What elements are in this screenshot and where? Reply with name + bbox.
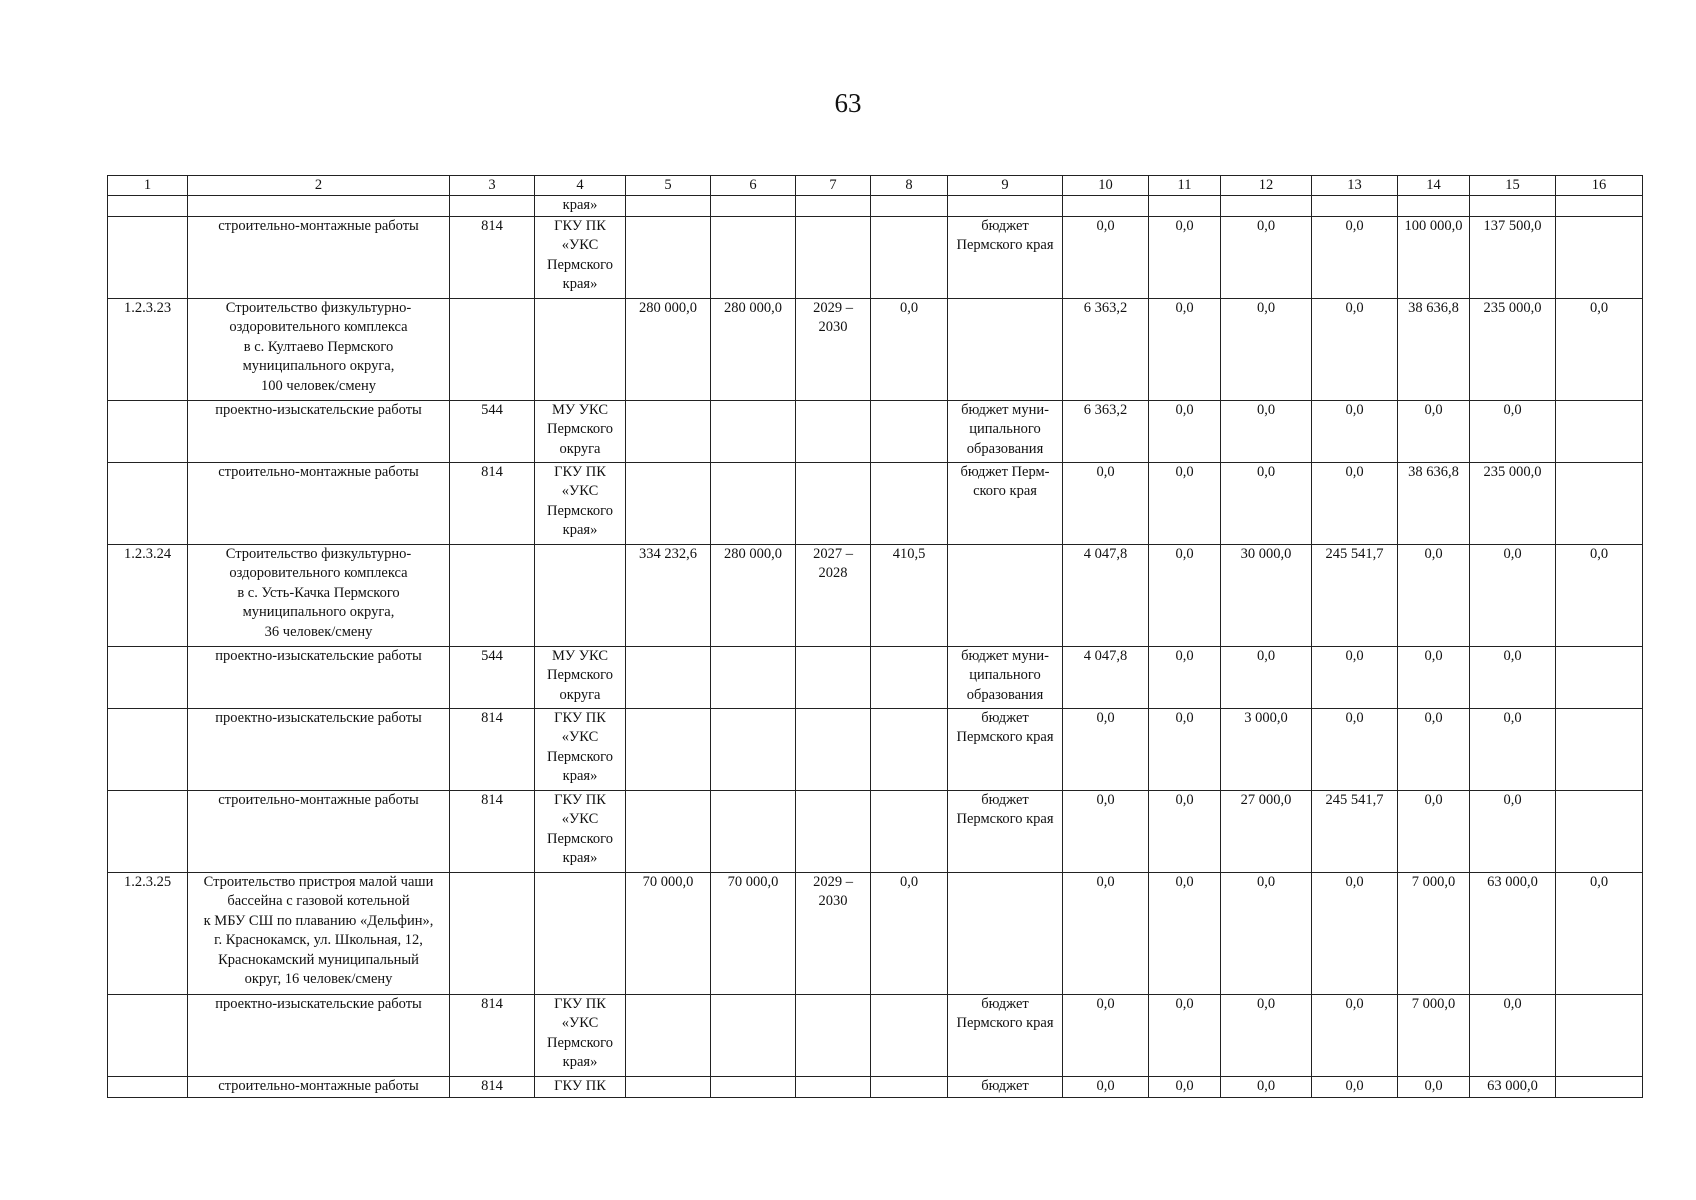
cell-executor: края»	[535, 196, 626, 217]
budget-table	[107, 175, 1643, 1098]
cell-cost-limit	[711, 400, 796, 462]
cell-cost-total	[626, 462, 711, 544]
cell-y15: 0,0	[1470, 646, 1556, 708]
cell-code: 814	[450, 462, 535, 544]
cell-name: Строительство пристроя малой чаши бассейна с газовой котельной к МБУ СШ по плаванию «Дельфин», г. Краснокамск, ул. Школьная, 12, Краснокамский муниципальный округ, 16 человек/смену	[188, 872, 450, 994]
cell-y11: 0,0	[1149, 872, 1221, 994]
cell-y14: 7 000,0	[1398, 994, 1470, 1076]
cell-y15: 137 500,0	[1470, 216, 1556, 298]
cell-y14: 100 000,0	[1398, 216, 1470, 298]
cell-name: строительно-монтажные работы	[188, 1076, 450, 1097]
cell-executor: МУ УКС Пермского округа	[535, 646, 626, 708]
cell-number: 1.2.3.24	[108, 544, 188, 646]
cell-y13: 0,0	[1312, 708, 1398, 790]
cell-y13: 0,0	[1312, 646, 1398, 708]
header-cell: 5	[626, 176, 711, 196]
cell-y14: 38 636,8	[1398, 462, 1470, 544]
cell-y10	[1063, 196, 1149, 217]
cell-period	[796, 994, 871, 1076]
header-cell: 15	[1470, 176, 1556, 196]
header-cell: 10	[1063, 176, 1149, 196]
cell-executor	[535, 544, 626, 646]
cell-code: 814	[450, 790, 535, 872]
cell-cost-total	[626, 790, 711, 872]
cell-y16	[1556, 994, 1643, 1076]
cell-code	[450, 298, 535, 400]
cell-y10: 6 363,2	[1063, 400, 1149, 462]
table-row	[108, 872, 1643, 994]
cell-name: проектно-изыскательские работы	[188, 646, 450, 708]
cell-y15	[1470, 196, 1556, 217]
cell-code: 544	[450, 646, 535, 708]
cell-y12: 0,0	[1221, 872, 1312, 994]
cell-period	[796, 462, 871, 544]
cell-period	[796, 646, 871, 708]
cell-y16	[1556, 196, 1643, 217]
cell-cost-prior	[871, 196, 948, 217]
cell-y13: 0,0	[1312, 298, 1398, 400]
cell-y12: 0,0	[1221, 462, 1312, 544]
cell-code	[450, 872, 535, 994]
cell-period	[796, 196, 871, 217]
cell-y11: 0,0	[1149, 216, 1221, 298]
cell-y10: 4 047,8	[1063, 544, 1149, 646]
cell-source: бюджет Пермского края	[948, 790, 1063, 872]
cell-y14: 0,0	[1398, 790, 1470, 872]
cell-y13	[1312, 196, 1398, 217]
cell-period	[796, 708, 871, 790]
header-row	[108, 176, 1643, 196]
cell-number	[108, 646, 188, 708]
header-cell: 7	[796, 176, 871, 196]
header-cell: 6	[711, 176, 796, 196]
cell-name: проектно-изыскательские работы	[188, 994, 450, 1076]
cell-source	[948, 872, 1063, 994]
cell-y16: 0,0	[1556, 872, 1643, 994]
cell-y10: 4 047,8	[1063, 646, 1149, 708]
cell-y15: 0,0	[1470, 790, 1556, 872]
cell-y10: 0,0	[1063, 216, 1149, 298]
cell-number	[108, 196, 188, 217]
cell-y11: 0,0	[1149, 462, 1221, 544]
cell-y11: 0,0	[1149, 646, 1221, 708]
cell-y12: 0,0	[1221, 1076, 1312, 1097]
cell-cost-limit	[711, 216, 796, 298]
header-cell: 1	[108, 176, 188, 196]
cell-cost-total	[626, 196, 711, 217]
cell-source: бюджет муни- ципального образования	[948, 400, 1063, 462]
cell-y16	[1556, 1076, 1643, 1097]
cell-y13: 0,0	[1312, 462, 1398, 544]
table-row	[108, 544, 1643, 646]
cell-source	[948, 544, 1063, 646]
cell-y10: 0,0	[1063, 790, 1149, 872]
header-cell: 11	[1149, 176, 1221, 196]
cell-code	[450, 196, 535, 217]
cell-y12: 30 000,0	[1221, 544, 1312, 646]
cell-executor: ГКУ ПК	[535, 1076, 626, 1097]
cell-y10: 0,0	[1063, 994, 1149, 1076]
cell-name: строительно-монтажные работы	[188, 216, 450, 298]
table-row	[108, 196, 1643, 217]
cell-period	[796, 1076, 871, 1097]
cell-cost-prior: 0,0	[871, 872, 948, 994]
cell-y14: 0,0	[1398, 708, 1470, 790]
table-row	[108, 298, 1643, 400]
cell-number	[108, 790, 188, 872]
cell-y16	[1556, 708, 1643, 790]
cell-y13: 0,0	[1312, 872, 1398, 994]
cell-cost-prior: 410,5	[871, 544, 948, 646]
cell-cost-prior	[871, 790, 948, 872]
cell-y11: 0,0	[1149, 400, 1221, 462]
cell-cost-prior	[871, 1076, 948, 1097]
cell-period	[796, 216, 871, 298]
cell-code: 814	[450, 1076, 535, 1097]
cell-y10: 0,0	[1063, 708, 1149, 790]
cell-name: строительно-монтажные работы	[188, 790, 450, 872]
cell-y14	[1398, 196, 1470, 217]
header-cell: 8	[871, 176, 948, 196]
cell-period: 2029 – 2030	[796, 872, 871, 994]
cell-y16	[1556, 646, 1643, 708]
cell-number	[108, 216, 188, 298]
cell-executor: ГКУ ПК «УКС Пермского края»	[535, 994, 626, 1076]
cell-source: бюджет Пермского края	[948, 994, 1063, 1076]
cell-y15: 235 000,0	[1470, 298, 1556, 400]
cell-y10: 0,0	[1063, 872, 1149, 994]
header-cell: 14	[1398, 176, 1470, 196]
cell-executor: ГКУ ПК «УКС Пермского края»	[535, 462, 626, 544]
cell-cost-limit	[711, 708, 796, 790]
cell-y14: 0,0	[1398, 646, 1470, 708]
header-cell: 3	[450, 176, 535, 196]
cell-y16	[1556, 216, 1643, 298]
cell-y12: 0,0	[1221, 994, 1312, 1076]
cell-number: 1.2.3.25	[108, 872, 188, 994]
cell-cost-total: 334 232,6	[626, 544, 711, 646]
cell-y15: 0,0	[1470, 708, 1556, 790]
cell-executor: ГКУ ПК «УКС Пермского края»	[535, 708, 626, 790]
table-row	[108, 462, 1643, 544]
cell-y10: 6 363,2	[1063, 298, 1149, 400]
cell-code: 814	[450, 708, 535, 790]
cell-code: 814	[450, 994, 535, 1076]
cell-cost-limit	[711, 646, 796, 708]
cell-cost-total	[626, 400, 711, 462]
cell-source: бюджет Пермского края	[948, 216, 1063, 298]
cell-number	[108, 994, 188, 1076]
cell-source	[948, 298, 1063, 400]
cell-cost-limit	[711, 462, 796, 544]
cell-y10: 0,0	[1063, 462, 1149, 544]
cell-number	[108, 708, 188, 790]
cell-y12: 27 000,0	[1221, 790, 1312, 872]
cell-y16	[1556, 790, 1643, 872]
cell-source: бюджет	[948, 1076, 1063, 1097]
table-row	[108, 400, 1643, 462]
cell-source: бюджет Перм- ского края	[948, 462, 1063, 544]
cell-executor: ГКУ ПК «УКС Пермского края»	[535, 216, 626, 298]
cell-name: проектно-изыскательские работы	[188, 708, 450, 790]
cell-y11: 0,0	[1149, 544, 1221, 646]
cell-y15: 0,0	[1470, 400, 1556, 462]
table-row	[108, 994, 1643, 1076]
cell-y13: 0,0	[1312, 1076, 1398, 1097]
cell-y12: 0,0	[1221, 400, 1312, 462]
header-cell: 16	[1556, 176, 1643, 196]
cell-cost-prior	[871, 646, 948, 708]
page-number: 63	[834, 88, 862, 118]
cell-period	[796, 400, 871, 462]
cell-cost-total	[626, 216, 711, 298]
cell-number: 1.2.3.23	[108, 298, 188, 400]
cell-name: проектно-изыскательские работы	[188, 400, 450, 462]
cell-name	[188, 196, 450, 217]
cell-number	[108, 1076, 188, 1097]
cell-y11: 0,0	[1149, 708, 1221, 790]
header-cell: 13	[1312, 176, 1398, 196]
cell-y11: 0,0	[1149, 298, 1221, 400]
cell-y12: 0,0	[1221, 298, 1312, 400]
cell-cost-prior: 0,0	[871, 298, 948, 400]
cell-cost-prior	[871, 400, 948, 462]
cell-y11: 0,0	[1149, 1076, 1221, 1097]
cell-name: Строительство физкультурно- оздоровительного комплекса в с. Култаево Пермского муниципального округа, 100 человек/смену	[188, 298, 450, 400]
cell-period	[796, 790, 871, 872]
cell-source: бюджет Пермского края	[948, 708, 1063, 790]
cell-y13: 245 541,7	[1312, 544, 1398, 646]
cell-y14: 0,0	[1398, 1076, 1470, 1097]
cell-y10: 0,0	[1063, 1076, 1149, 1097]
cell-y13: 0,0	[1312, 216, 1398, 298]
table-row	[108, 216, 1643, 298]
cell-code: 544	[450, 400, 535, 462]
cell-executor: МУ УКС Пермского округа	[535, 400, 626, 462]
cell-period: 2029 – 2030	[796, 298, 871, 400]
table-row	[108, 1076, 1643, 1097]
cell-y11: 0,0	[1149, 994, 1221, 1076]
header-cell: 9	[948, 176, 1063, 196]
header-cell: 12	[1221, 176, 1312, 196]
cell-y16	[1556, 400, 1643, 462]
table-row	[108, 646, 1643, 708]
cell-y13: 245 541,7	[1312, 790, 1398, 872]
cell-y15: 0,0	[1470, 544, 1556, 646]
cell-source	[948, 196, 1063, 217]
cell-y11: 0,0	[1149, 790, 1221, 872]
header-cell: 2	[188, 176, 450, 196]
cell-cost-limit: 280 000,0	[711, 298, 796, 400]
cell-y13: 0,0	[1312, 400, 1398, 462]
cell-cost-prior	[871, 708, 948, 790]
cell-cost-limit	[711, 1076, 796, 1097]
cell-y16: 0,0	[1556, 544, 1643, 646]
cell-executor	[535, 298, 626, 400]
cell-cost-total: 280 000,0	[626, 298, 711, 400]
cell-cost-total	[626, 1076, 711, 1097]
cell-cost-total	[626, 994, 711, 1076]
cell-executor: ГКУ ПК «УКС Пермского края»	[535, 790, 626, 872]
cell-y15: 63 000,0	[1470, 872, 1556, 994]
cell-y14: 38 636,8	[1398, 298, 1470, 400]
cell-cost-limit: 280 000,0	[711, 544, 796, 646]
cell-y16: 0,0	[1556, 298, 1643, 400]
cell-y12: 3 000,0	[1221, 708, 1312, 790]
cell-y15: 63 000,0	[1470, 1076, 1556, 1097]
header-cell: 4	[535, 176, 626, 196]
cell-cost-total	[626, 708, 711, 790]
cell-number	[108, 462, 188, 544]
cell-y14: 0,0	[1398, 400, 1470, 462]
cell-cost-prior	[871, 216, 948, 298]
cell-cost-prior	[871, 462, 948, 544]
cell-number	[108, 400, 188, 462]
table-row	[108, 708, 1643, 790]
cell-y12: 0,0	[1221, 646, 1312, 708]
cell-y16	[1556, 462, 1643, 544]
cell-cost-total: 70 000,0	[626, 872, 711, 994]
cell-name: Строительство физкультурно- оздоровительного комплекса в с. Усть-Качка Пермского муниципального округа, 36 человек/смену	[188, 544, 450, 646]
cell-cost-limit	[711, 994, 796, 1076]
cell-code	[450, 544, 535, 646]
cell-cost-total	[626, 646, 711, 708]
cell-y15: 0,0	[1470, 994, 1556, 1076]
cell-period: 2027 – 2028	[796, 544, 871, 646]
cell-cost-limit	[711, 196, 796, 217]
cell-cost-limit	[711, 790, 796, 872]
cell-source: бюджет муни- ципального образования	[948, 646, 1063, 708]
table-row	[108, 790, 1643, 872]
cell-name: строительно-монтажные работы	[188, 462, 450, 544]
cell-y13: 0,0	[1312, 994, 1398, 1076]
cell-y14: 7 000,0	[1398, 872, 1470, 994]
cell-y11	[1149, 196, 1221, 217]
cell-executor	[535, 872, 626, 994]
cell-code: 814	[450, 216, 535, 298]
cell-y12	[1221, 196, 1312, 217]
cell-y15: 235 000,0	[1470, 462, 1556, 544]
cell-y14: 0,0	[1398, 544, 1470, 646]
cell-y12: 0,0	[1221, 216, 1312, 298]
cell-cost-prior	[871, 994, 948, 1076]
cell-cost-limit: 70 000,0	[711, 872, 796, 994]
